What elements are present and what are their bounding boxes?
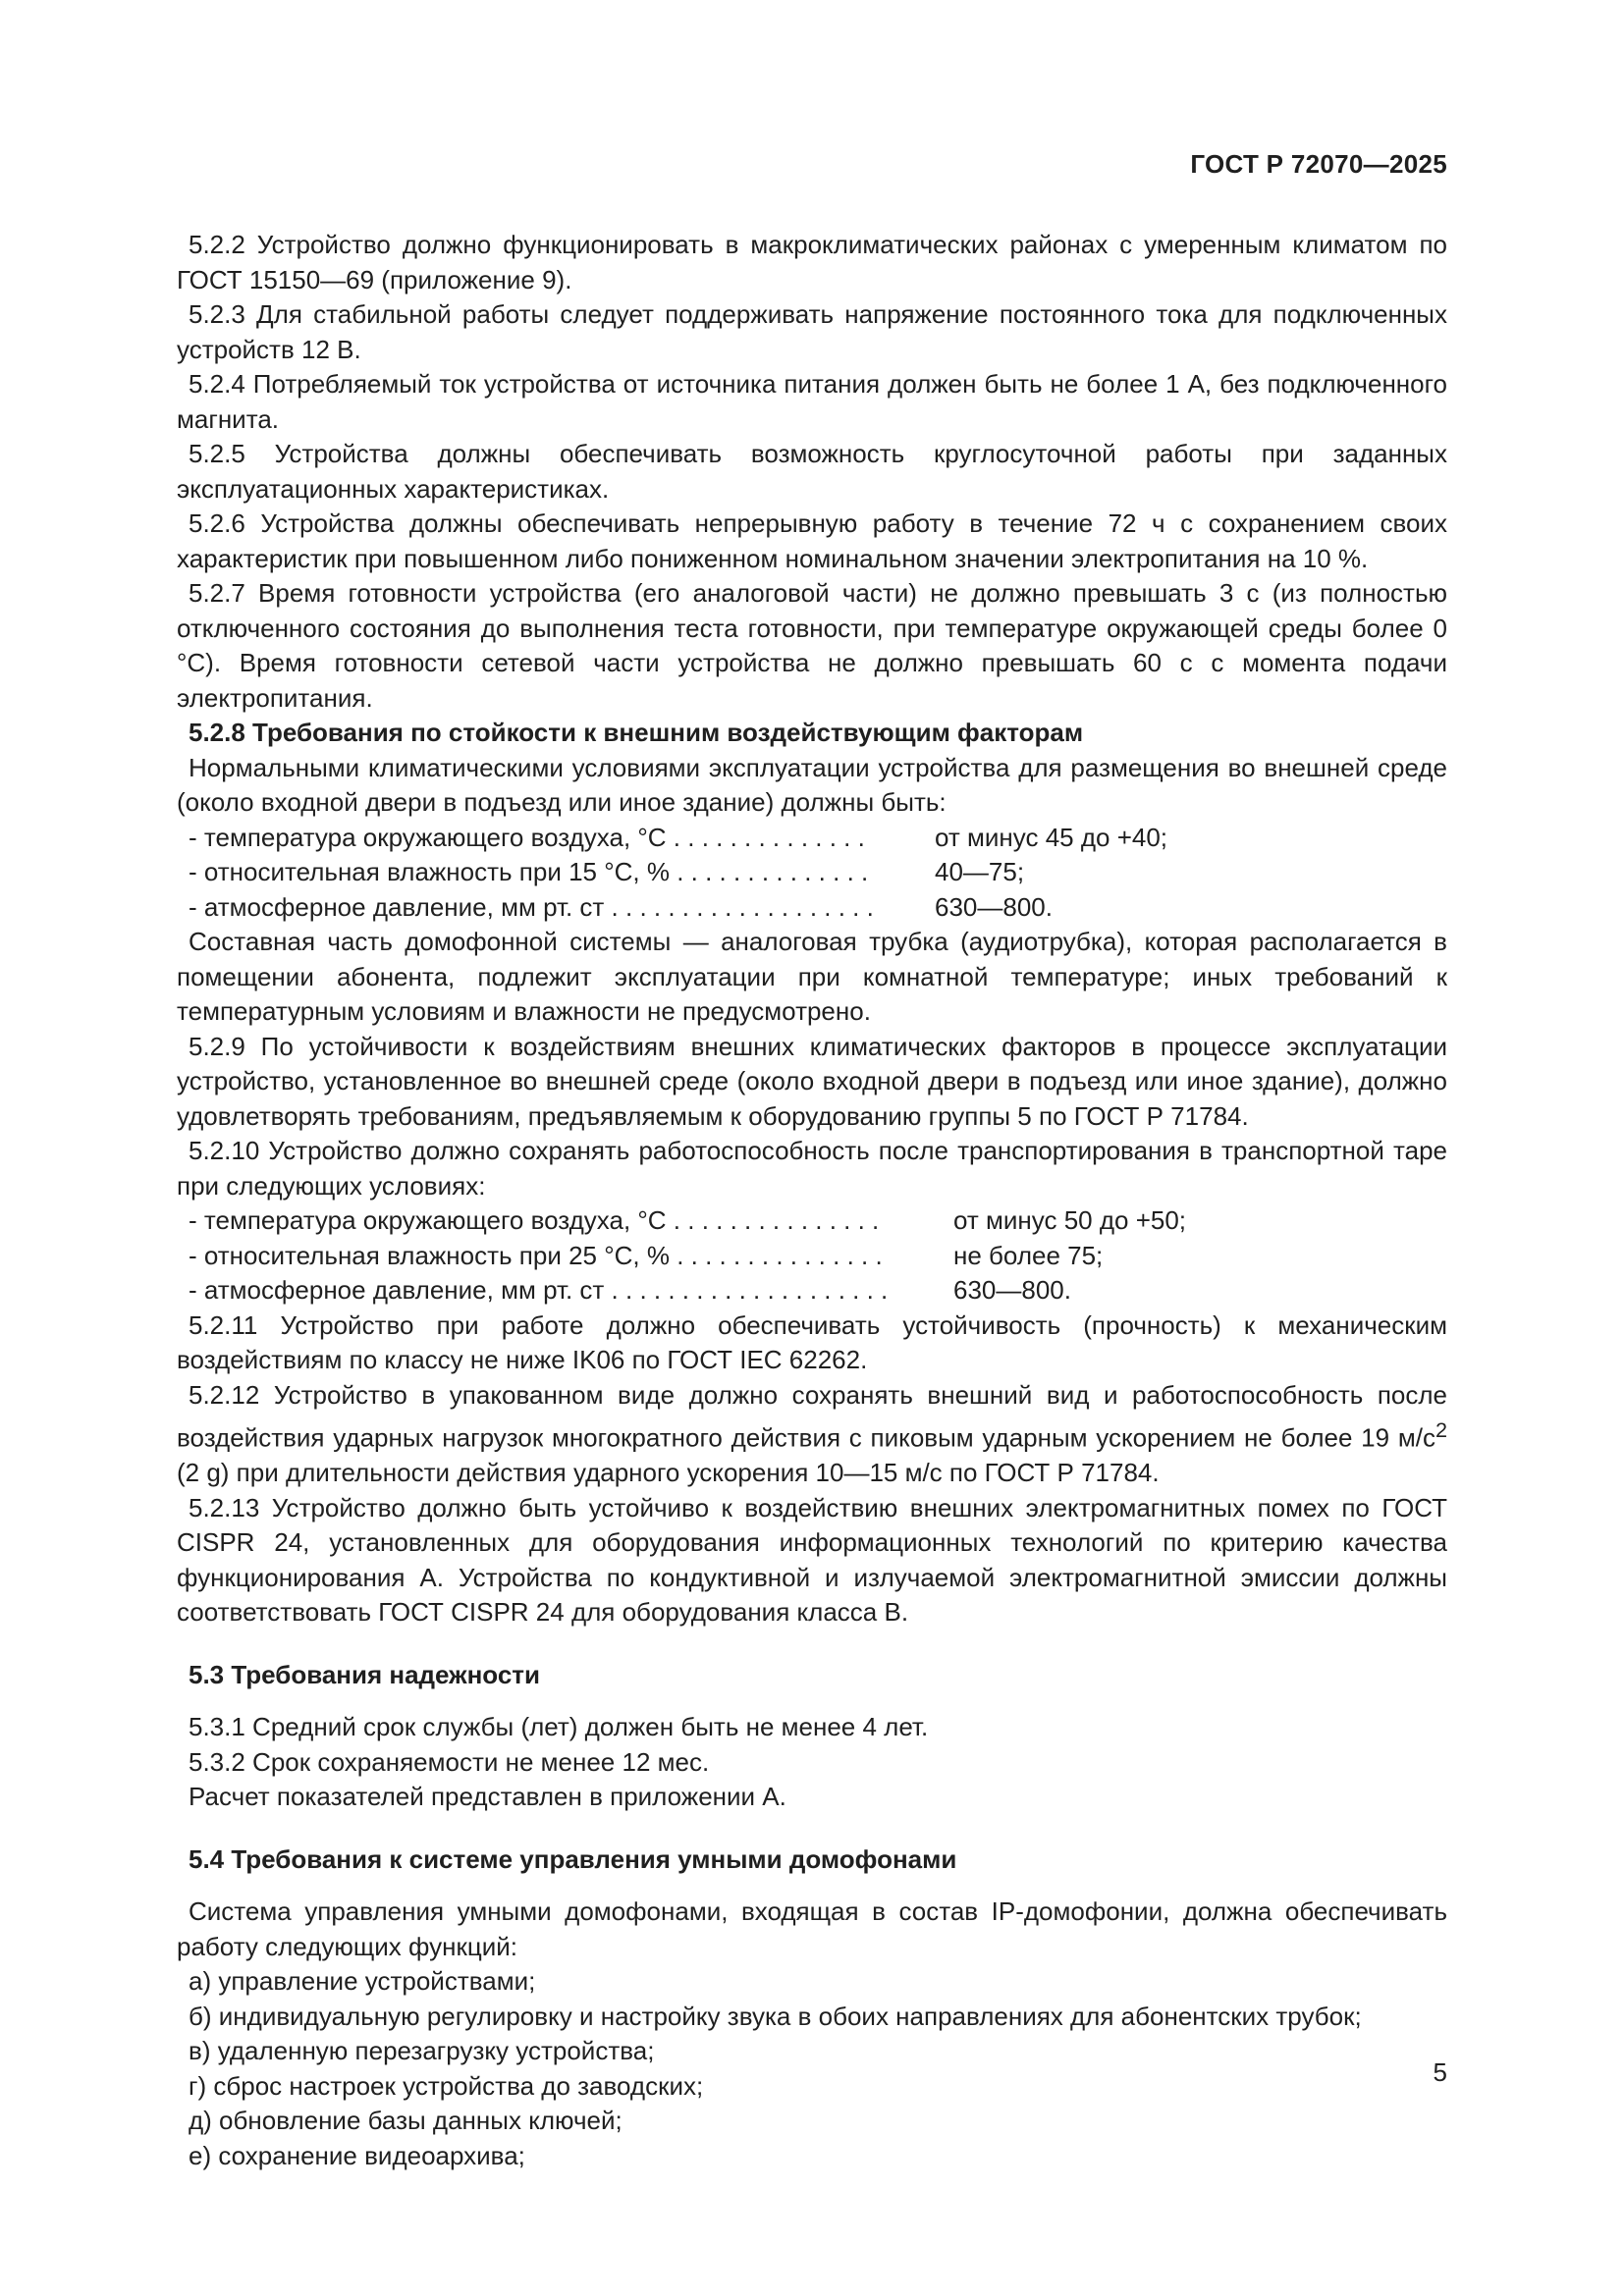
paragraph-5-3-1: 5.3.1 Средний срок службы (лет) должен быть не менее 4 лет. <box>189 1712 929 1742</box>
condition-label: - температура окружающего воздуха, °С . . . . . . . . . . . . . . <box>189 822 865 852</box>
paragraph-5-2-6: 5.2.6 Устройства должны обеспечивать непрерывную работу в течение 72 ч с сохранением своих характеристик при повышенном либо пониженном номинальном значении электропитания на 10 %. <box>177 508 1447 573</box>
paragraph-intercom-component: Составная часть домофонной системы — аналоговая трубка (аудиотрубка), которая располагается в помещении абонента, подлежит эксплуатации при комнатной температуре; иных требований к температурным условиям и влажности не предусмотрено. <box>177 927 1447 1026</box>
condition-value: 630—800. <box>935 891 1053 922</box>
document-body <box>177 228 1447 2173</box>
condition-value: от минус 45 до +40; <box>935 822 1168 852</box>
paragraph-5-2-5: 5.2.5 Устройства должны обеспечивать возможность круглосуточной работы при заданных эксплуатационных характеристиках. <box>177 439 1447 504</box>
condition-row <box>177 1203 1447 1239</box>
paragraph-5-2-8: Нормальными климатическими условиями эксплуатации устройства для размещения во внешней среде (около входной двери в подъезд или иное здание) должны быть: <box>177 752 1447 817</box>
condition-value: 630—800. <box>953 1275 1071 1305</box>
document-header: ГОСТ Р 72070—2025 <box>1190 149 1447 179</box>
list-item: е) сохранение видеоархива; <box>189 2140 525 2170</box>
paragraph-5-2-10: 5.2.10 Устройство должно сохранять работоспособность после транспортирования в транспортной таре при следующих условиях: <box>177 1136 1447 1201</box>
paragraph-5-2-13: 5.2.13 Устройство должно быть устойчиво к воздействию внешних электромагнитных помех по ГОСТ CISPR 24, установленных для оборудования информационных технологий по критерию качества функционирования А. Устройства по кондуктивной и излучаемой электромагнитной эмиссии должны соответствовать ГОСТ CISPR 24 для оборудования класса В. <box>177 1492 1447 1628</box>
condition-label: - температура окружающего воздуха, °С . . . . . . . . . . . . . . . <box>189 1205 880 1235</box>
paragraph-5-2-3: 5.2.3 Для стабильной работы следует поддерживать напряжение постоянного тока для подключенных устройств 12 В. <box>177 299 1447 364</box>
condition-row <box>177 890 1447 926</box>
list-item: г) сброс настроек устройства до заводских; <box>189 2070 704 2101</box>
superscript: 2 <box>1435 1417 1447 1442</box>
paragraph-5-4: Система управления умными домофонами, входящая в состав IP-домофонии, должна обеспечивать работу следующих функций: <box>177 1896 1447 1961</box>
paragraph-5-2-12 <box>177 1378 1447 1491</box>
heading-5-2-8: 5.2.8 Требования по стойкости к внешним воздействующим факторам <box>189 718 1084 747</box>
paragraph-5-2-4: 5.2.4 Потребляемый ток устройства от источника питания должен быть не более 1 А, без подключенного магнита. <box>177 369 1447 434</box>
condition-row <box>177 1239 1447 1274</box>
condition-label: - атмосферное давление, мм рт. ст . . . . . . . . . . . . . . . . . . . . <box>189 1275 889 1305</box>
heading-5-3: 5.3 Требования надежности <box>189 1659 541 1689</box>
paragraph-5-2-2: 5.2.2 Устройство должно функционировать в макроклиматических районах с умеренным климатом по ГОСТ 15150—69 (приложение 9). <box>177 230 1447 294</box>
heading-5-4: 5.4 Требования к системе управления умными домофонами <box>189 1843 957 1874</box>
condition-value: не более 75; <box>953 1240 1104 1270</box>
condition-label: - относительная влажность при 25 °С, % . . . . . . . . . . . . . . . <box>189 1240 883 1270</box>
list-item: а) управление устройствами; <box>189 1966 536 1997</box>
condition-label: - атмосферное давление, мм рт. ст . . . . . . . . . . . . . . . . . . . <box>189 891 874 922</box>
list-item: б) индивидуальную регулировку и настройку звука в обоих направлениях для абонентских трубок; <box>189 2001 1362 2031</box>
paragraph-5-2-7: 5.2.7 Время готовности устройства (его аналоговой части) не должно превышать 3 с (из полностью отключенного состояния до выполнения теста готовности, при температуре окружающей среды более 0 °С). Время готовности сетевой части устройства не должно превышать 60 с с момента подачи электропитания. <box>177 578 1447 713</box>
page-number: 5 <box>1433 2057 1447 2087</box>
paragraph-5-2-11: 5.2.11 Устройство при работе должно обеспечивать устойчивость (прочность) к механическим воздействиям по классу не ниже IK06 по ГОСТ IEC 62262. <box>177 1309 1447 1374</box>
functions-list <box>177 1964 1447 2173</box>
list-item: в) удаленную перезагрузку устройства; <box>189 2036 655 2066</box>
condition-row <box>177 1273 1447 1308</box>
condition-row <box>177 855 1447 890</box>
condition-value: от минус 50 до +50; <box>953 1205 1187 1235</box>
condition-value: 40—75; <box>935 857 1025 886</box>
paragraph-5-2-9: 5.2.9 По устойчивости к воздействиям внешних климатических факторов в процессе эксплуатации устройство, установленное во внешней среде (около входной двери в подъезд или иное здание), должно удовлетворять требованиям, предъявляемым к оборудованию группы 5 по ГОСТ Р 71784. <box>177 1031 1447 1131</box>
paragraph-5-3-3: Расчет показателей представлен в приложении А. <box>189 1782 786 1812</box>
condition-label: - относительная влажность при 15 °С, % . . . . . . . . . . . . . . <box>189 857 869 886</box>
paragraph-5-3-2: 5.3.2 Срок сохраняемости не менее 12 мес. <box>189 1746 710 1777</box>
paragraph-5-2-12-part-2: (2 g) при длительности действия ударного ускорения 10—15 м/с по ГОСТ Р 71784. <box>177 1458 1160 1488</box>
list-item: д) обновление базы данных ключей; <box>189 2106 623 2136</box>
paragraph-5-2-12-part-1: 5.2.12 Устройство в упакованном виде должно сохранять внешний вид и работоспособность после воздействия ударных нагрузок многократного действия с пиковым ударным ускорением не более 19 м/с <box>177 1379 1447 1453</box>
condition-row <box>177 821 1447 856</box>
